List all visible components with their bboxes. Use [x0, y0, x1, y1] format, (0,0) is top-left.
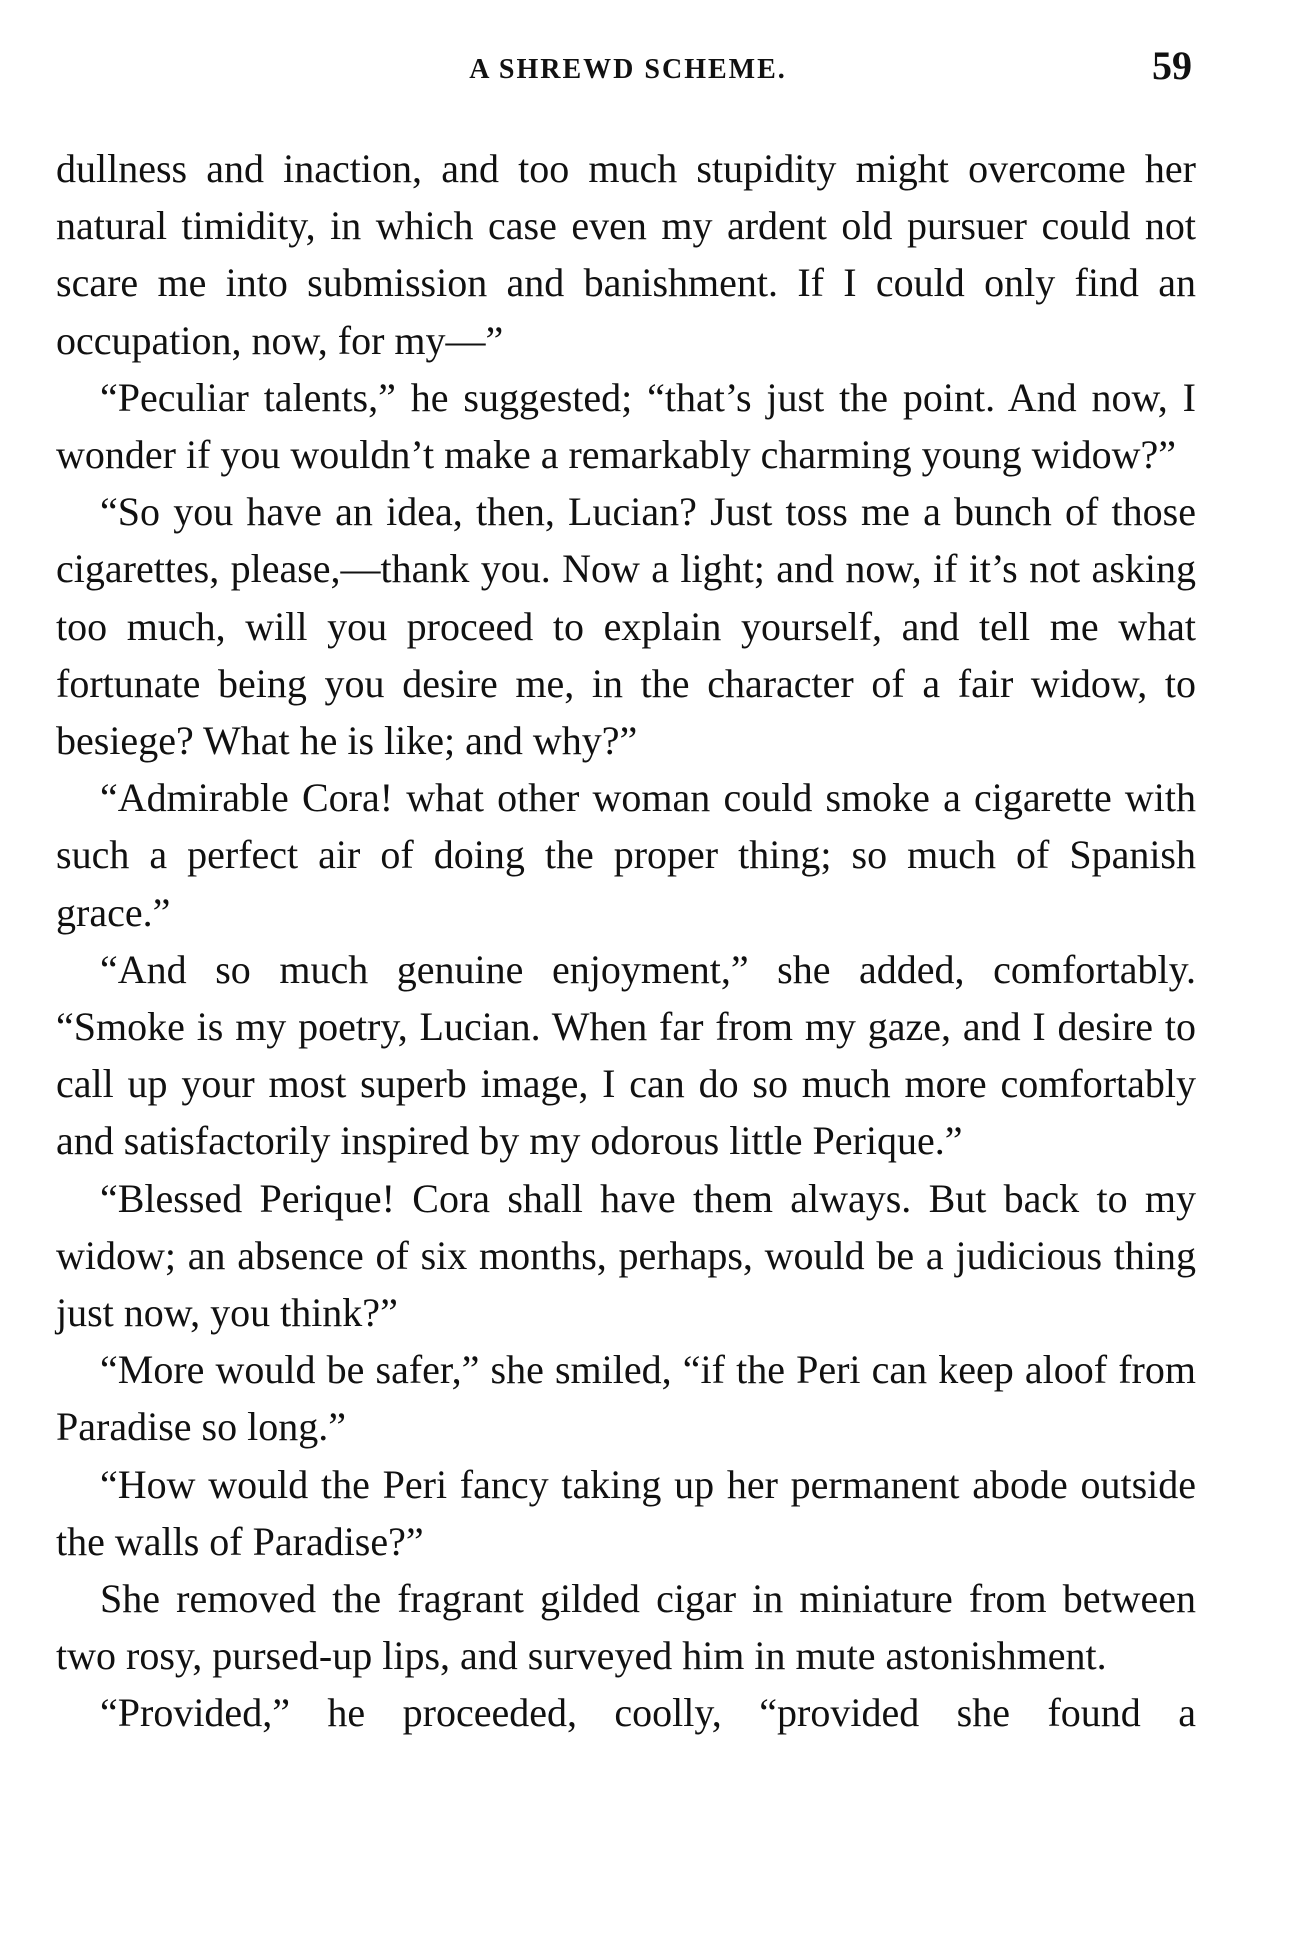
- running-title: A SHREWD SCHEME.: [469, 54, 787, 85]
- running-head: [58, 42, 1198, 92]
- paragraph: “More would be safer,” she smiled, “if the Peri can keep aloof from Paradise so long.”: [56, 1347, 1196, 1450]
- paragraph: “So you have an idea, then, Lucian? Just toss me a bunch of those cigarettes, please,—thank you. Now a light; and now, if it’s not asking too much, will you proceed to explain yourself, and tell me what fortunate being you desire me, in the character of a fair widow, to besiege? What he is like; and why?”: [56, 489, 1196, 764]
- paragraph: “Blessed Perique! Cora shall have them always. But back to my widow; an absence of six months, perhaps, would be a judicious thing just now, you think?”: [56, 1175, 1196, 1336]
- paragraph-continued: dullness and inaction, and too much stupidity might overcome her natural timidity, in which case even my ardent old pursuer could not scare me into submission and banishment. If I could only find an occupation, now, for my—”: [56, 146, 1196, 363]
- paragraph: She removed the fragrant gilded cigar in miniature from between two rosy, pursed-up lips, and surveyed him in mute astonishment.: [56, 1576, 1196, 1679]
- paragraph: “Admirable Cora! what other woman could smoke a cigarette with such a perfect air of doing the proper thing; so much of Spanish grace.”: [56, 775, 1196, 935]
- paragraph-continues: “Provided,” he proceeded, coolly, “provided she found a: [100, 1690, 1196, 1736]
- page-number: 59: [1152, 43, 1192, 88]
- paragraph: “How would the Peri fancy taking up her permanent abode outside the walls of Paradise?”: [56, 1461, 1196, 1564]
- paragraph: “Peculiar talents,” he suggested; “that’s just the point. And now, I wonder if you wouldn’t make a remarkably charming young widow?”: [56, 374, 1196, 478]
- body-text: [56, 140, 1196, 1742]
- paragraph: “And so much genuine enjoyment,” she added, comfortably. “Smoke is my poetry, Lucian. When far from my gaze, and I desire to call up your most superb image, I can do so much more comfortably and satisfactorily inspired by my odorous little Perique.”: [56, 946, 1196, 1164]
